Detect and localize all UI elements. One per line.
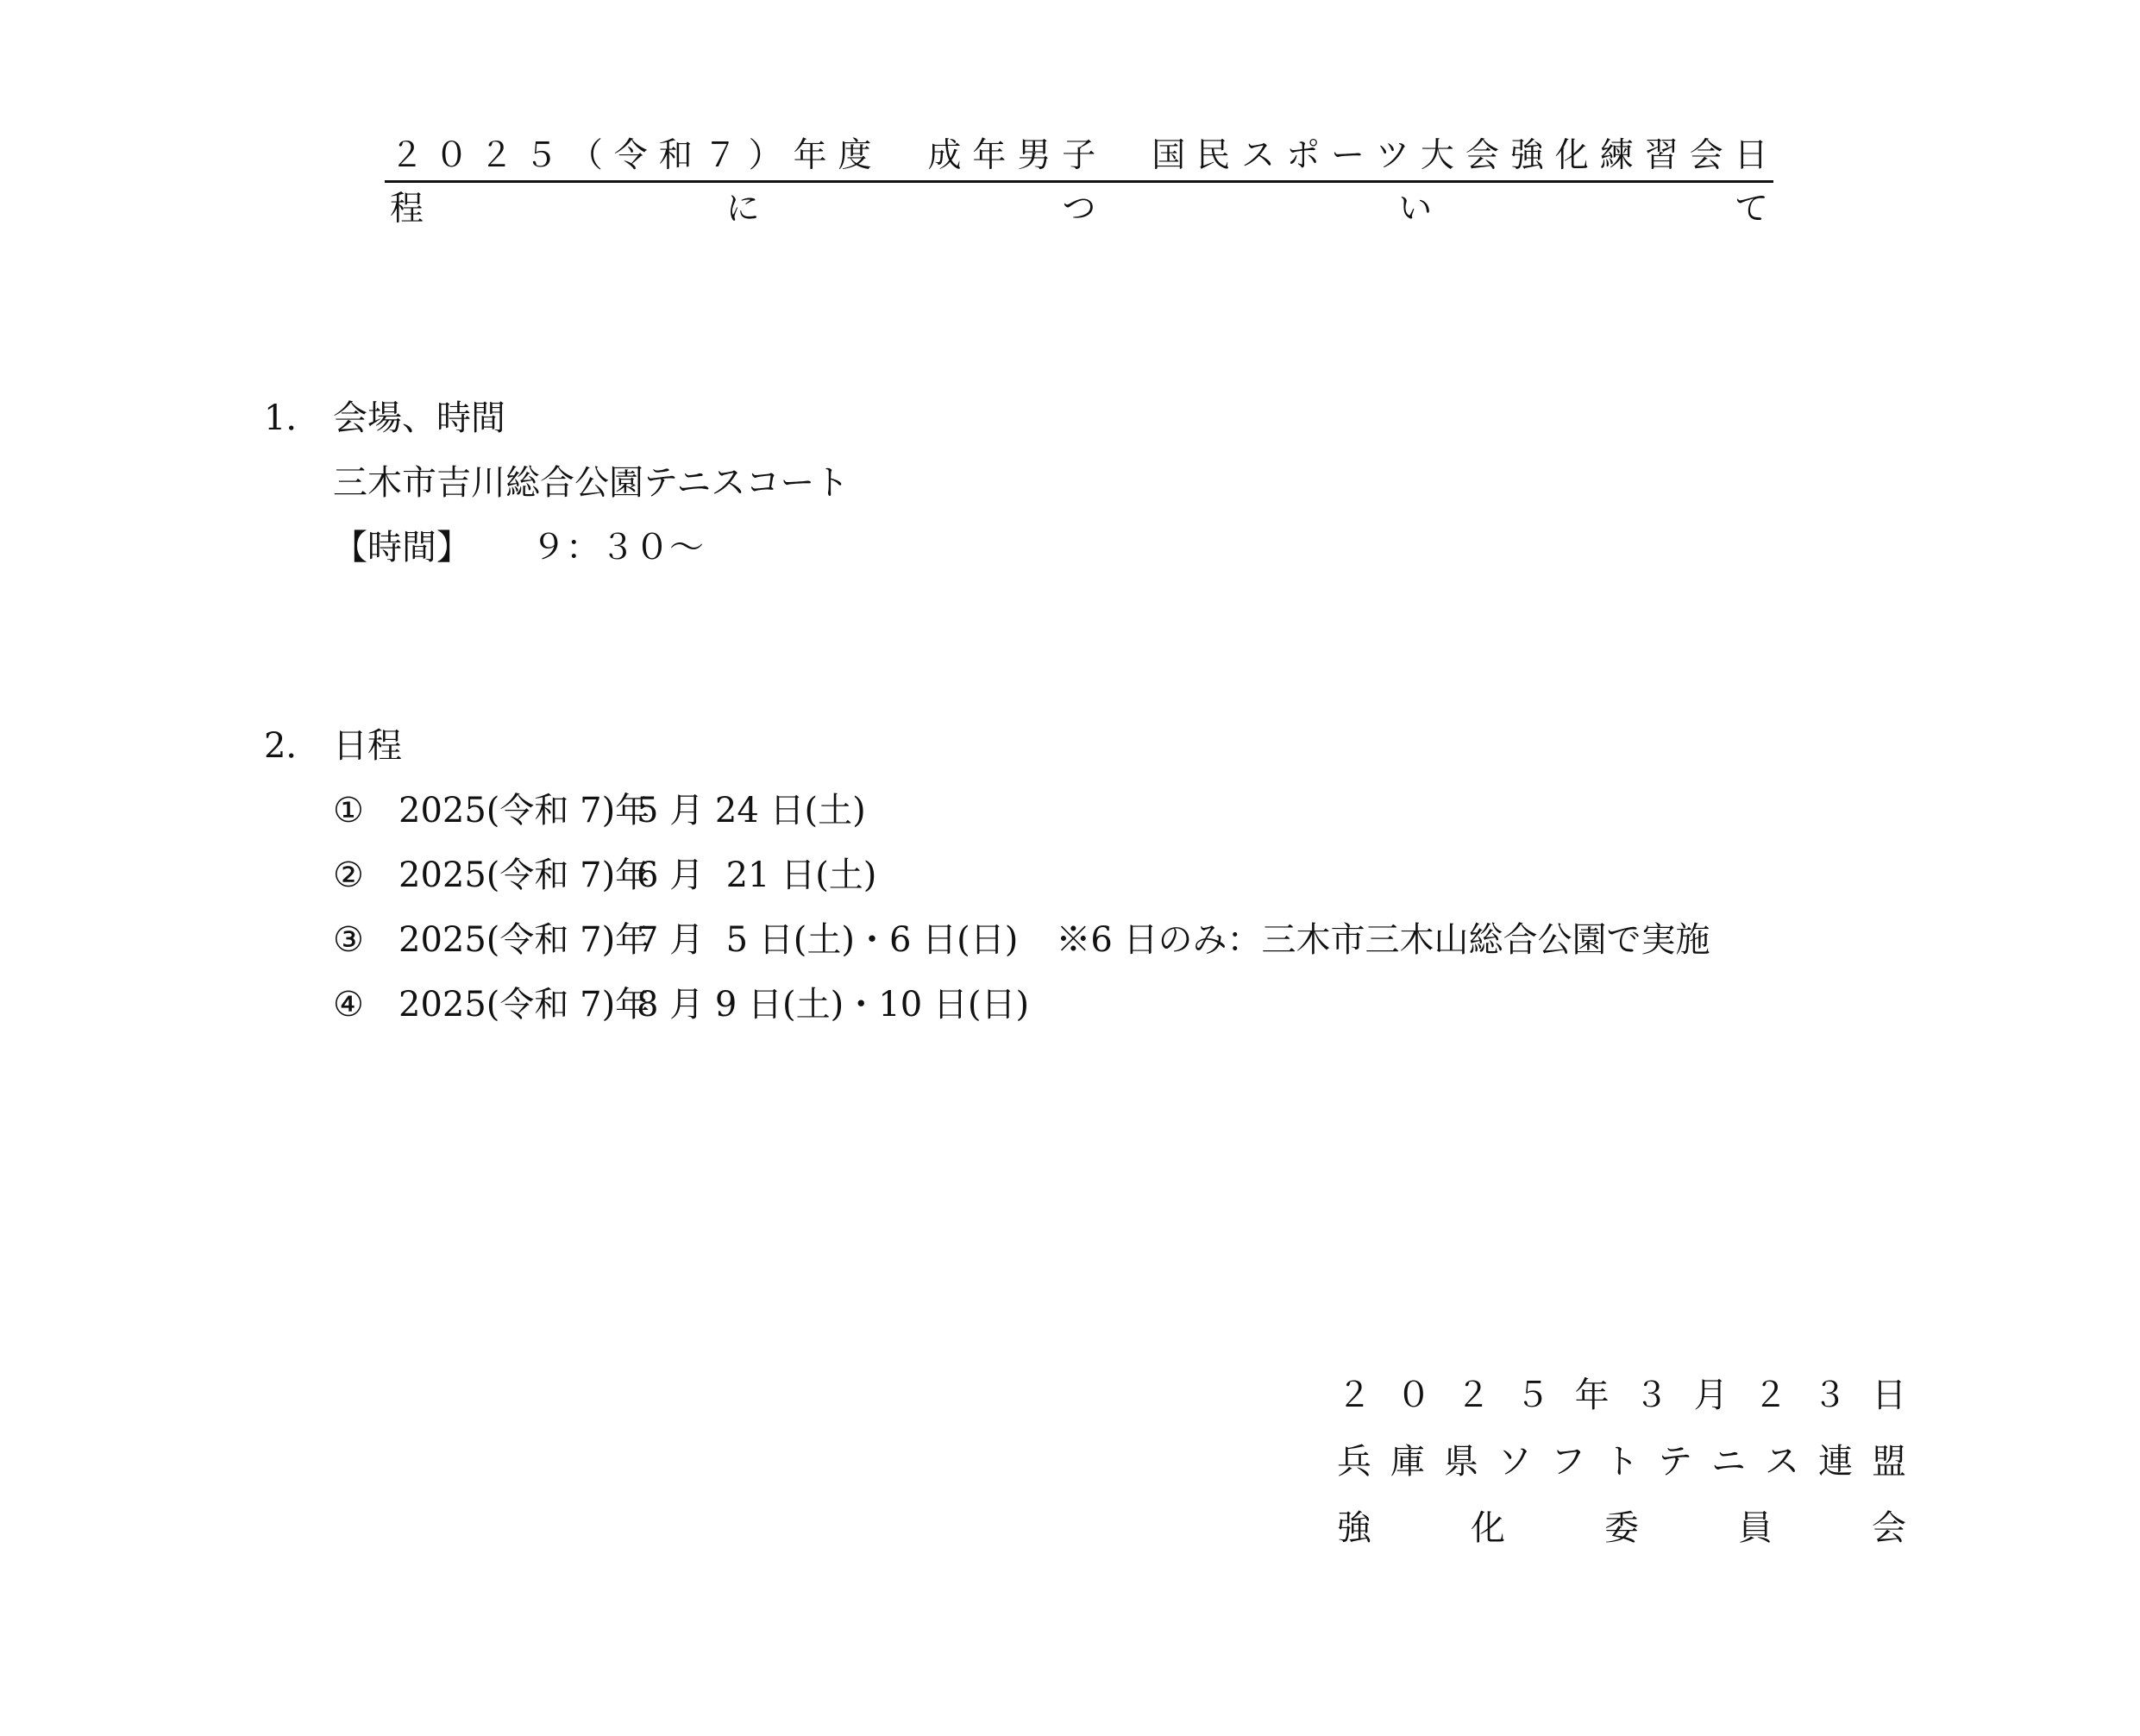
schedule-marker: ① xyxy=(333,791,364,830)
time-label: 【時間】 xyxy=(333,528,471,567)
schedule-year: 2025(令和 7)年 xyxy=(399,791,650,830)
schedule-date: 7 月 5 日(土)・6 日(日) xyxy=(637,920,1019,960)
section-1-number: 1． xyxy=(264,398,321,438)
schedule-note: ※6 日のみ：三木市三木山総合公園で実施 xyxy=(1056,920,1710,960)
schedule-marker: ③ xyxy=(333,920,364,960)
document-title: ２ ０ ２ ５ （ 令 和 ７ ） 年 度 成 年 男 子 国 民 ス ポ ー ツ 大 会 強 化 練 習 会 日 程 に つ い て xyxy=(385,129,1773,183)
signature-date: ２ ０ ２ ５ 年 ３ 月 ２ ３ 日 xyxy=(1337,1376,1907,1415)
section-1-title: 会場、時間 xyxy=(333,398,505,438)
signature-organization: 兵 庫 県 ソ フ ト テ ニ ス 連 盟 xyxy=(1337,1442,1906,1482)
schedule-date: 5 月 24 日(土) xyxy=(637,791,866,830)
schedule-marker: ② xyxy=(333,855,364,895)
section-2-number: 2． xyxy=(264,726,321,766)
schedule-date: 6 月 21 日(土) xyxy=(637,855,877,895)
venue-name: 三木市吉川総合公園テニスコート xyxy=(333,463,850,503)
schedule-item-1 xyxy=(333,785,866,837)
time-row xyxy=(333,522,704,573)
schedule-year: 2025(令和 7)年 xyxy=(399,920,650,960)
schedule-item-3 xyxy=(333,914,1710,966)
time-value: ９：３０〜 xyxy=(531,528,704,567)
schedule-item-4 xyxy=(333,979,1029,1031)
section-2-heading xyxy=(264,720,402,772)
section-1-heading xyxy=(264,392,505,444)
schedule-year: 2025(令和 7)年 xyxy=(399,985,650,1025)
schedule-date: 8 月 9 日(土)・10 日(日) xyxy=(637,985,1030,1025)
schedule-year: 2025(令和 7)年 xyxy=(399,855,650,895)
section-2-title: 日程 xyxy=(333,726,402,766)
signature-committee: 強 化 委 員 会 xyxy=(1337,1508,1906,1548)
schedule-item-2 xyxy=(333,849,876,901)
schedule-marker: ④ xyxy=(333,985,364,1025)
